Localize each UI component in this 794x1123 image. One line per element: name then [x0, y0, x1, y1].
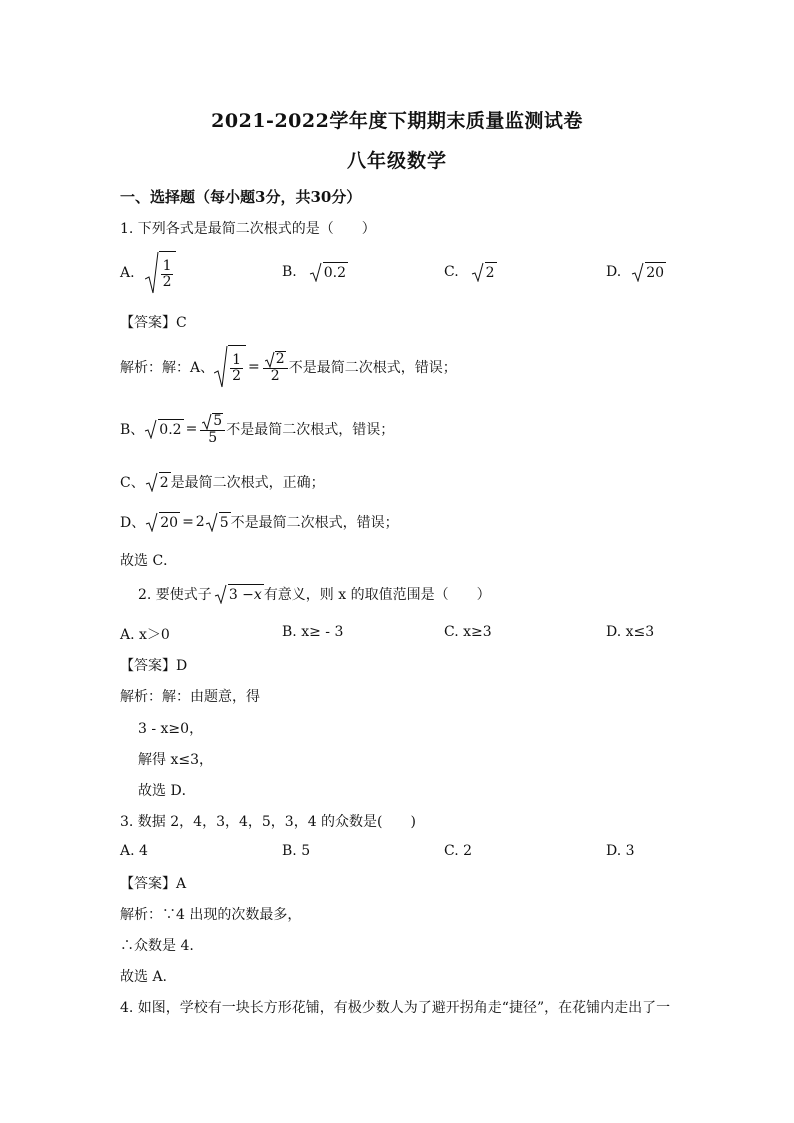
q2-option-b: B. x≥ - 3 [282, 624, 344, 640]
radicand: 0.2 [323, 262, 348, 282]
q2-analysis-line1: 解析：解：由题意，得 [120, 689, 260, 705]
q1-option-a [120, 250, 176, 296]
fraction-sqrt5-over-5 [200, 413, 225, 446]
q3-answer: 【答案】A [120, 876, 187, 892]
analysis-prefix: D、 [120, 515, 146, 531]
radical-sign-icon [145, 512, 159, 532]
q1-option-a-label: A. [120, 265, 135, 281]
exam-title: 2021-2022学年度下期期末质量监测试卷 [211, 110, 583, 132]
equals-sign: = [185, 421, 198, 437]
q1-conclusion: 故选 C． [120, 553, 178, 569]
sqrt-two [145, 472, 171, 492]
sqrt-three-minus-x [214, 584, 264, 604]
q3-option-d: D. 3 [606, 843, 635, 859]
q1-option-c [444, 262, 497, 282]
q2-stem-suffix: 有意义，则 x 的取值范围是（ ） [263, 587, 491, 603]
radical-sign-icon [202, 413, 212, 430]
radical-sign-icon [265, 351, 275, 368]
q1-option-c-label: C. [444, 264, 459, 280]
q1-stem: 1. 下列各式是最简二次根式的是（ ） [120, 221, 376, 237]
q1-answer: 【答案】C [120, 315, 187, 331]
fraction-sqrt2-over-2 [263, 351, 288, 384]
radicand: 0.2 [158, 419, 183, 439]
fraction-numerator: 1 [232, 352, 242, 369]
fraction-denominator: 5 [208, 429, 218, 446]
q1-option-b [282, 262, 348, 282]
q4-stem: 4. 如图，学校有一块长方形花铺，有极少数人为了避开拐角走“捷径”，在花铺内走出了一 [120, 1000, 671, 1016]
q1-option-d [606, 262, 666, 282]
exam-subtitle: 八年级数学 [346, 150, 447, 172]
q2-option-a: A. x＞0 [120, 627, 170, 643]
analysis-prefix: C、 [120, 475, 145, 491]
q2-option-d: D. x≤3 [606, 624, 655, 640]
q1-option-d-radical [631, 262, 666, 282]
q2-stem [138, 584, 491, 604]
q1-option-d-label: D. [606, 264, 622, 280]
radicand: 20 [159, 512, 180, 532]
sqrt-twenty [145, 512, 180, 532]
q2-analysis-line3: 解得 x≤3， [138, 752, 213, 768]
fraction-denominator: 2 [162, 274, 172, 290]
q1-analysis-b [120, 406, 394, 452]
radical-sign-icon [214, 584, 228, 604]
sqrt-zero-two [144, 419, 183, 439]
sqrt-one-half [214, 345, 246, 389]
radical-sign-icon [205, 512, 219, 532]
radicand: 2 [159, 472, 171, 492]
analysis-prefix: B、 [120, 422, 145, 438]
radicand: 5 [219, 512, 231, 532]
fraction-denominator: 2 [232, 368, 242, 384]
fraction-denominator: 2 [270, 367, 280, 384]
radicand: 2 [485, 262, 497, 282]
q1-option-c-radical [471, 262, 497, 282]
q1-option-b-radical [309, 262, 348, 282]
section-heading: 一、选择题（每小题3分，共30分） [120, 188, 362, 206]
q1-analysis-d [120, 512, 399, 532]
radical-sign-icon [309, 262, 323, 282]
radicand: 5 [213, 412, 223, 429]
q1-analysis-a [120, 344, 457, 390]
equals-sign: = [248, 359, 260, 375]
q2-analysis-line4: 故选 D． [138, 783, 196, 799]
fraction-numerator: 1 [162, 258, 172, 275]
q3-option-b: B. 5 [282, 843, 311, 859]
equals-sign: = [182, 514, 194, 530]
analysis-prefix: 解析：解：A、 [120, 360, 215, 376]
q3-analysis-line3: 故选 A. [120, 969, 168, 985]
radicand: 2 [275, 350, 285, 367]
q2-analysis-line2: 3 - x≥0， [138, 721, 204, 737]
q2-stem-prefix: 2. 要使式子 [138, 587, 212, 603]
q3-option-a: A. 4 [120, 843, 148, 859]
q3-analysis-line1: 解析：∵4 出现的次数最多， [120, 907, 302, 923]
radicand-variable: x [253, 587, 262, 603]
radical-sign-icon [214, 345, 228, 389]
q1-analysis-c [120, 472, 325, 492]
radicand: 20 [645, 262, 666, 282]
radical-sign-icon [144, 419, 158, 439]
analysis-suffix: 是最简二次根式，正确； [170, 475, 325, 491]
q1-option-b-label: B. [282, 264, 297, 280]
analysis-suffix: 不是最简二次根式，错误； [288, 360, 457, 376]
radical-sign-icon [145, 251, 159, 295]
radicand-constant: 3 − [228, 587, 254, 603]
analysis-suffix: 不是最简二次根式，错误； [226, 422, 395, 438]
radical-sign-icon [145, 472, 159, 492]
radical-sign-icon [471, 262, 485, 282]
analysis-suffix: 不是最简二次根式，错误； [230, 515, 399, 531]
coefficient: 2 [195, 514, 205, 530]
radical-sign-icon [631, 262, 645, 282]
q2-answer: 【答案】D [120, 658, 188, 674]
q3-analysis-line2: ∴众数是 4. [120, 938, 194, 954]
q3-stem: 3. 数据 2，4，3，4，5，3，4 的众数是( ) [120, 814, 416, 830]
q1-option-a-radical [145, 251, 177, 295]
sqrt-five [205, 512, 231, 532]
q3-option-c: C. 2 [444, 843, 473, 859]
q2-option-c: C. x≥3 [444, 624, 492, 640]
